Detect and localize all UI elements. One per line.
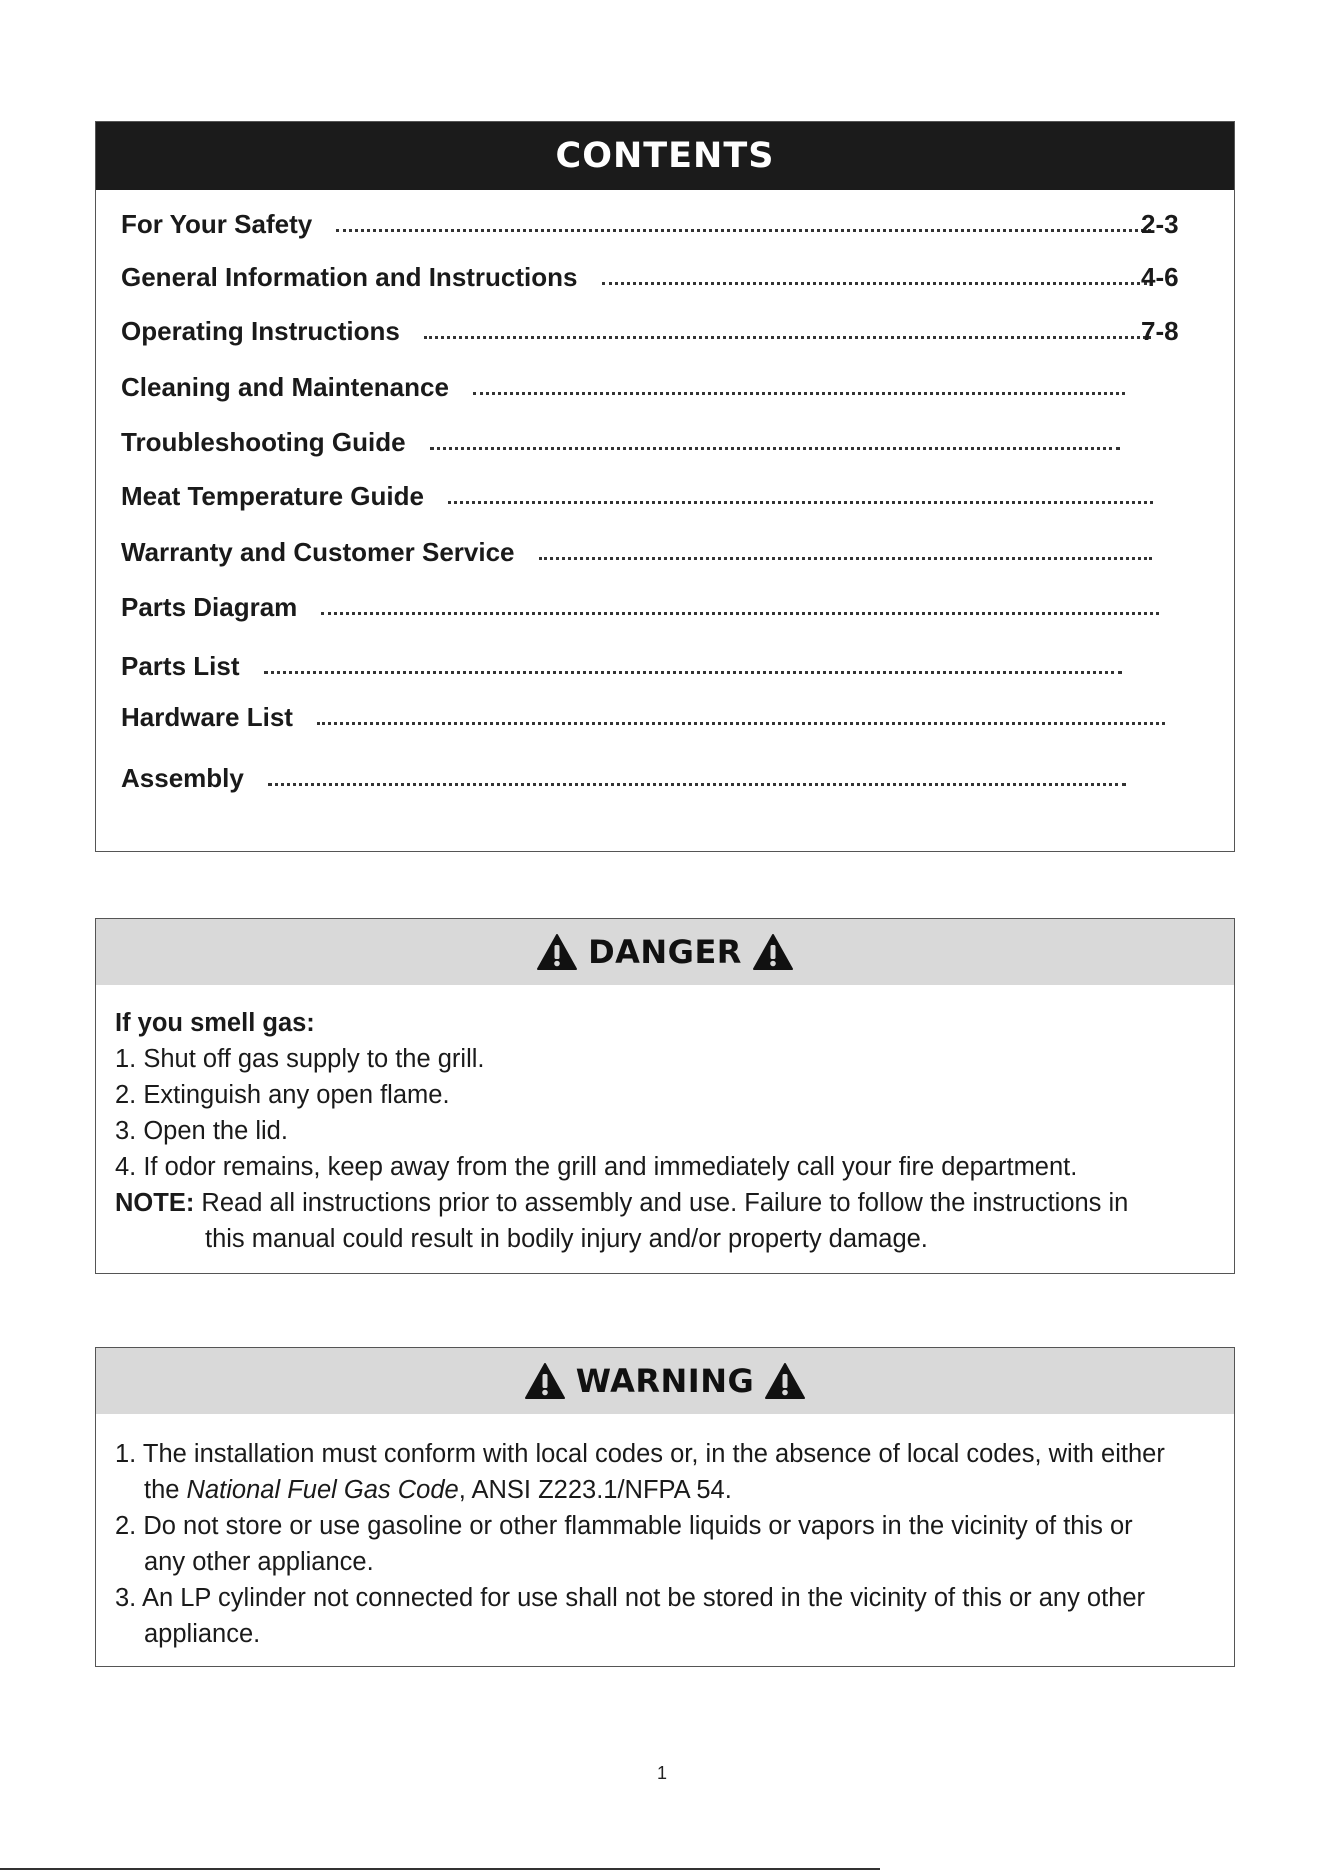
warning-triangle-icon <box>752 933 794 971</box>
toc-item-title: Troubleshooting Guide <box>121 427 406 457</box>
toc-leader-dots <box>336 229 1151 232</box>
toc-leader-dots <box>448 501 1153 504</box>
contents-box <box>95 121 1235 852</box>
toc-item-title: Warranty and Customer Service <box>121 537 515 567</box>
danger-item: 3. Open the lid. <box>115 1117 288 1145</box>
danger-body <box>96 985 1234 1257</box>
danger-note <box>115 1185 1214 1221</box>
toc-item-title: Parts List <box>121 651 240 681</box>
warning-box <box>95 1347 1235 1667</box>
toc-leader-dots <box>268 783 1126 786</box>
toc-item <box>121 209 1151 240</box>
code-name: National Fuel Gas Code <box>186 1476 459 1504</box>
toc-item-title: Parts Diagram <box>121 592 298 622</box>
warning-item-continued: any other appliance. <box>144 1548 374 1576</box>
warning-text: the <box>144 1476 187 1504</box>
toc-item-title: Assembly <box>121 763 244 793</box>
toc-item <box>121 262 1147 293</box>
toc-leader-dots <box>264 671 1122 674</box>
toc-leader-dots <box>424 336 1151 339</box>
toc-leader-dots <box>473 392 1125 395</box>
toc-leader-dots <box>539 557 1152 560</box>
toc-item-page: 7-8 <box>1141 316 1179 346</box>
danger-item: 2. Extinguish any open flame. <box>115 1081 450 1109</box>
warning-triangle-icon <box>764 1362 806 1400</box>
toc-item-title: General Information and Instructions <box>121 262 578 292</box>
warning-title: WARNING <box>575 1362 755 1400</box>
warning-triangle-icon <box>524 1362 566 1400</box>
toc-item-title: Hardware List <box>121 702 293 732</box>
toc-item <box>121 316 1151 347</box>
warning-item: 2. Do not store or use gasoline or other flammable liquids or vapors in the vicinity of this or <box>115 1512 1133 1540</box>
note-label: NOTE: <box>115 1189 195 1217</box>
toc-item-title: Cleaning and Maintenance <box>121 372 449 402</box>
danger-item: 1. Shut off gas supply to the grill. <box>115 1045 485 1073</box>
toc-item <box>121 427 1120 458</box>
toc-item <box>121 481 1153 512</box>
contents-title: CONTENTS <box>96 122 1234 190</box>
toc-leader-dots <box>317 722 1165 725</box>
toc-item <box>121 537 1152 568</box>
warning-item-continued <box>115 1472 1224 1508</box>
danger-header <box>96 919 1234 985</box>
warning-triangle-icon <box>536 933 578 971</box>
toc-item-title: For Your Safety <box>121 209 313 239</box>
toc-item <box>121 763 1126 794</box>
toc-item <box>121 592 1159 623</box>
toc-leader-dots <box>430 447 1120 450</box>
page-number: 1 <box>656 1763 667 1783</box>
toc-item <box>121 372 1125 403</box>
toc-item <box>121 702 1165 733</box>
danger-box <box>95 918 1235 1274</box>
toc-item-page: 2-3 <box>1141 209 1179 239</box>
toc-leader-dots <box>321 612 1159 615</box>
toc-item <box>121 651 1122 682</box>
toc-item-title: Meat Temperature Guide <box>121 481 424 511</box>
toc-leader-dots <box>602 282 1147 285</box>
bottom-rule <box>0 1868 880 1870</box>
warning-text: , ANSI Z223.1/NFPA 54. <box>458 1476 732 1504</box>
danger-heading: If you smell gas: <box>115 1009 315 1037</box>
warning-item: 1. The installation must conform with local codes or, in the absence of local codes, with either <box>115 1440 1165 1468</box>
toc-item-page: 4-6 <box>1141 262 1179 292</box>
warning-body <box>96 1414 1234 1652</box>
danger-item: 4. If odor remains, keep away from the grill and immediately call your fire department. <box>115 1153 1078 1181</box>
warning-header <box>96 1348 1234 1414</box>
danger-title: DANGER <box>588 933 742 971</box>
note-text: Read all instructions prior to assembly and use. Failure to follow the instructions in <box>201 1189 1129 1217</box>
toc-item-title: Operating Instructions <box>121 316 400 346</box>
warning-item: 3. An LP cylinder not connected for use shall not be stored in the vicinity of this or any other <box>115 1584 1146 1612</box>
danger-note-continued: this manual could result in bodily injury and/or property damage. <box>205 1225 928 1253</box>
warning-item-continued: appliance. <box>144 1620 261 1648</box>
